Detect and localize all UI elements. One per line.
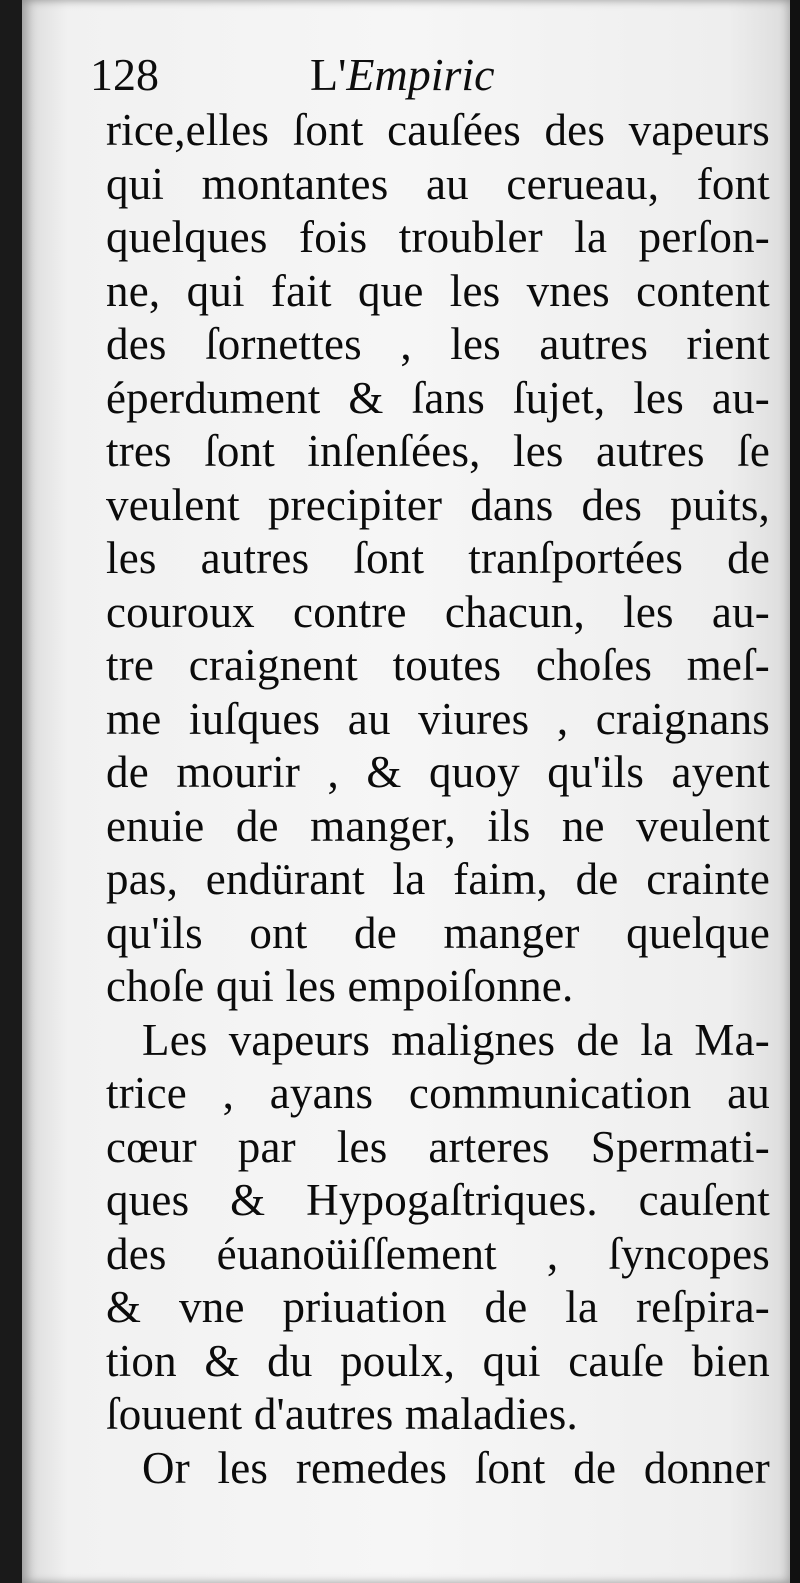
text-line: choſe qui les empoiſonne.: [106, 961, 574, 1011]
text-line: qu'ils ont de manger quelque: [106, 907, 770, 958]
text-line: les autres ſont tranſportées de: [106, 533, 770, 583]
body-text: [106, 104, 770, 1495]
text-line: pas, endürant la faim, de crainte: [106, 854, 770, 904]
text-line: qui montantes au cerueau, font: [106, 158, 770, 209]
text-line: de mourir , & quoy qu'ils ayent: [106, 747, 770, 797]
running-head-prefix: L': [310, 49, 347, 100]
text-line: quelques fois troubler la perſon-: [106, 212, 770, 262]
text-line: Or les remedes ſont de donner: [142, 1442, 770, 1493]
running-head-title: Empiric: [346, 49, 495, 100]
text-line: tres ſont inſenſées, les autres ſe: [106, 426, 770, 476]
text-line: Les vapeurs malignes de la Ma-: [142, 1014, 770, 1065]
text-line: trice , ayans communication au: [106, 1068, 770, 1118]
text-line: éperdument & ſans ſujet, les au-: [106, 372, 770, 423]
text-line: & vne priuation de la reſpira-: [106, 1282, 770, 1332]
text-line: enuie de manger, ils ne veulent: [106, 800, 770, 851]
text-line: cœur par les arteres Spermati-: [106, 1121, 770, 1172]
text-line: tion & du poulx, qui cauſe bien: [106, 1335, 770, 1386]
text-line: rice,elles ſont cauſées des vapeurs: [106, 105, 770, 155]
text-line: ques & Hypogaſtriques. cauſent: [106, 1175, 770, 1225]
page-edge-shadow: [790, 0, 800, 1583]
page-number: 128: [90, 49, 159, 100]
text-line: me iuſques au viures , craignans: [106, 693, 770, 744]
page-header: [90, 40, 750, 110]
text-line: ne, qui fait que les vnes content: [106, 265, 770, 316]
book-page: [22, 0, 790, 1583]
text-line: des éuanoüiſſement , ſyncopes: [106, 1228, 770, 1279]
text-line: ſouuent d'autres maladies.: [106, 1389, 578, 1439]
text-line: veulent precipiter dans des puits,: [106, 479, 770, 530]
running-head: [310, 40, 495, 110]
text-line: couroux contre chacun, les au-: [106, 586, 770, 637]
text-line: des ſornettes , les autres rient: [106, 319, 770, 369]
text-line: tre craignent toutes choſes meſ-: [106, 640, 770, 690]
